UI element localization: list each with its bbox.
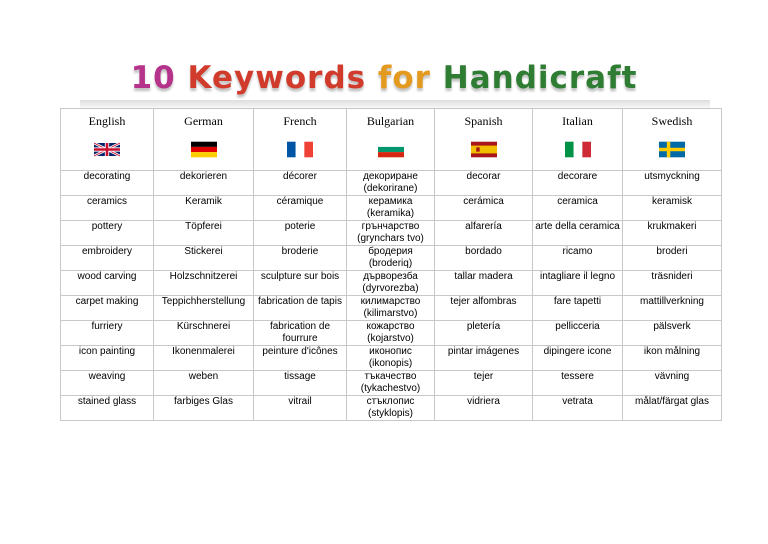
table-row	[61, 246, 722, 271]
table-cell-italian: decorare	[533, 171, 623, 196]
table-cell-spanish: pletería	[435, 321, 533, 346]
table-body	[61, 171, 722, 421]
table-cell-french: broderie	[254, 246, 347, 271]
header-row	[61, 109, 722, 130]
table-cell-bulgarian: декориране (dekorirane)	[347, 171, 435, 196]
table-cell-italian: fare tapetti	[533, 296, 623, 321]
table-cell-italian: ceramica	[533, 196, 623, 221]
table-cell-english: wood carving	[61, 271, 154, 296]
spain-flag-icon	[471, 141, 497, 158]
table-cell-italian: intagliare il legno	[533, 271, 623, 296]
title-part-number: 10	[130, 60, 176, 96]
table-cell-german: Keramik	[154, 196, 254, 221]
table-cell-english: decorating	[61, 171, 154, 196]
table-row	[61, 271, 722, 296]
table-cell-french: céramique	[254, 196, 347, 221]
table-cell-spanish: tejer alfombras	[435, 296, 533, 321]
table-cell-german: Stickerei	[154, 246, 254, 271]
table-cell-english: icon painting	[61, 346, 154, 371]
table-cell-german: Ikonenmalerei	[154, 346, 254, 371]
table-cell-french: vitrail	[254, 396, 347, 421]
table-cell-spanish: tejer	[435, 371, 533, 396]
table-cell-bulgarian: тъкачество (tykachestvo)	[347, 371, 435, 396]
france-flag-icon	[287, 141, 313, 158]
table-cell-swedish: krukmakeri	[623, 221, 722, 246]
table-cell-swedish: vävning	[623, 371, 722, 396]
uk-flag-icon	[94, 141, 120, 158]
table-cell-french: sculpture sur bois	[254, 271, 347, 296]
table-cell-bulgarian: иконопис (ikonopis)	[347, 346, 435, 371]
table-cell-swedish: utsmyckning	[623, 171, 722, 196]
table-cell-english: ceramics	[61, 196, 154, 221]
header-spanish: Spanish	[435, 109, 533, 130]
table-cell-spanish: pintar imágenes	[435, 346, 533, 371]
table-cell-french: tissage	[254, 371, 347, 396]
table-cell-bulgarian: стъклопис (styklopis)	[347, 396, 435, 421]
table-cell-bulgarian: дърворезба (dyrvorezba)	[347, 271, 435, 296]
table-cell-italian: arte della ceramica	[533, 221, 623, 246]
table-cell-swedish: ikon målning	[623, 346, 722, 371]
table-cell-english: carpet making	[61, 296, 154, 321]
keywords-table	[60, 108, 722, 421]
table-cell-spanish: decorar	[435, 171, 533, 196]
table-cell-french: décorer	[254, 171, 347, 196]
table-cell-english: stained glass	[61, 396, 154, 421]
table-cell-bulgarian: кожарство (kojarstvo)	[347, 321, 435, 346]
table-cell-german: farbiges Glas	[154, 396, 254, 421]
header-german: German	[154, 109, 254, 130]
table-row	[61, 171, 722, 196]
table-cell-spanish: vidriera	[435, 396, 533, 421]
sweden-flag-icon	[659, 141, 685, 158]
table-cell-german: Töpferei	[154, 221, 254, 246]
table-cell-english: pottery	[61, 221, 154, 246]
header-italian: Italian	[533, 109, 623, 130]
table-cell-spanish: alfarería	[435, 221, 533, 246]
table-cell-swedish: pälsverk	[623, 321, 722, 346]
table-cell-bulgarian: бродерия (broderiq)	[347, 246, 435, 271]
table-cell-swedish: broderi	[623, 246, 722, 271]
table-cell-italian: vetrata	[533, 396, 623, 421]
table-row	[61, 221, 722, 246]
table-cell-italian: tessere	[533, 371, 623, 396]
header-swedish: Swedish	[623, 109, 722, 130]
bulgaria-flag-icon	[378, 141, 404, 158]
table-cell-german: Teppichherstellung	[154, 296, 254, 321]
title-part-for: for	[377, 60, 431, 96]
table-row	[61, 321, 722, 346]
table-cell-german: Holzschnitzerei	[154, 271, 254, 296]
table-cell-english: furriery	[61, 321, 154, 346]
table-cell-french: fabrication de fourrure	[254, 321, 347, 346]
table-cell-french: fabrication de tapis	[254, 296, 347, 321]
title-part-keywords: Keywords	[187, 60, 367, 96]
table-cell-spanish: bordado	[435, 246, 533, 271]
table-cell-bulgarian: керамика (keramika)	[347, 196, 435, 221]
table-cell-german: weben	[154, 371, 254, 396]
header-french: French	[254, 109, 347, 130]
table-row	[61, 196, 722, 221]
table-cell-english: embroidery	[61, 246, 154, 271]
table-row	[61, 396, 722, 421]
table-cell-spanish: tallar madera	[435, 271, 533, 296]
table-cell-swedish: mattillverkning	[623, 296, 722, 321]
table-cell-german: Kürschnerei	[154, 321, 254, 346]
title-text	[131, 58, 638, 98]
table-row	[61, 346, 722, 371]
table-cell-swedish: målat/färgat glas	[623, 396, 722, 421]
flag-row	[61, 129, 722, 171]
table-cell-italian: pellicceria	[533, 321, 623, 346]
table-row	[61, 371, 722, 396]
table-cell-italian: ricamo	[533, 246, 623, 271]
table-cell-spanish: cerámica	[435, 196, 533, 221]
header-bulgarian: Bulgarian	[347, 109, 435, 130]
germany-flag-icon	[191, 141, 217, 158]
table-cell-swedish: keramisk	[623, 196, 722, 221]
table-cell-bulgarian: килимарство (kilimarstvo)	[347, 296, 435, 321]
italy-flag-icon	[565, 141, 591, 158]
table-row	[61, 296, 722, 321]
table-cell-french: peinture d'icônes	[254, 346, 347, 371]
table-cell-bulgarian: грънчарство (grynchars tvo)	[347, 221, 435, 246]
title-part-handicraft: Handicraft	[442, 60, 638, 96]
header-english: English	[61, 109, 154, 130]
table-cell-italian: dipingere icone	[533, 346, 623, 371]
table-cell-german: dekorieren	[154, 171, 254, 196]
table-cell-swedish: träsnideri	[623, 271, 722, 296]
table-cell-french: poterie	[254, 221, 347, 246]
table-cell-english: weaving	[61, 371, 154, 396]
